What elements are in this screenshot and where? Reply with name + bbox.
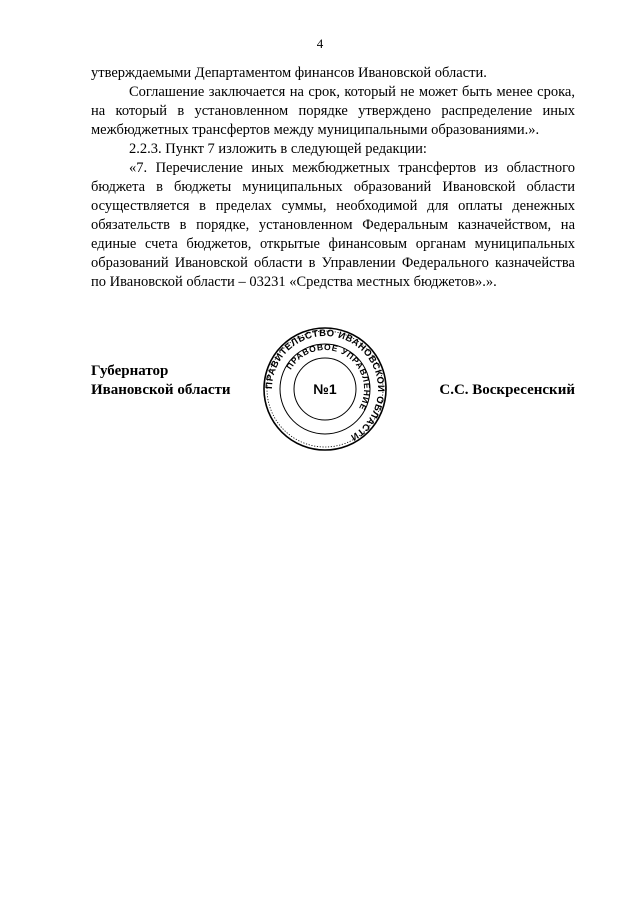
signature-title-line1: Губернатор — [91, 363, 169, 379]
paragraph-continuation: утверждаемыми Департаментом финансов Ивановской области. — [91, 65, 487, 81]
seal-outer-text: ПРАВИТЕЛЬСТВО ИВАНОВСКОЙ ОБЛАСТИ — [263, 327, 387, 443]
signature-title-line2: Ивановской области — [91, 382, 231, 398]
document-body — [91, 64, 575, 292]
paragraph-amendment-heading: 2.2.3. Пункт 7 изложить в следующей редакции: — [129, 141, 427, 157]
signatory-name: С.С. Воскресенский — [439, 382, 575, 398]
page-number: 4 — [316, 36, 324, 51]
signature-title — [91, 362, 231, 400]
paragraph-point-7: «7. Перечисление иных межбюджетных трансфертов из областного бюджета в бюджеты муниципальных образований Ивановской области осуществляется в пределах суммы, необходимой для оплаты денежных обязательств в порядке, установленном Федеральным казначейством, на единые счета бюджетов, открытые финансовым органам муниципальных образований Ивановской области в Управлении Федерального казначейства по Ивановской области – 03231 «Средства местных бюджетов».». — [91, 160, 575, 290]
official-seal — [263, 327, 387, 451]
paragraph-agreement-term: Соглашение заключается на срок, который не может быть менее срока, на который в установленном порядке утверждено распределение иных межбюджетных трансфертов между муниципальными образованиями.». — [91, 84, 575, 138]
seal-inner-text: ПРАВОВОЕ УПРАВЛЕНИЕ — [284, 341, 373, 413]
seal-number: №1 — [313, 381, 337, 397]
